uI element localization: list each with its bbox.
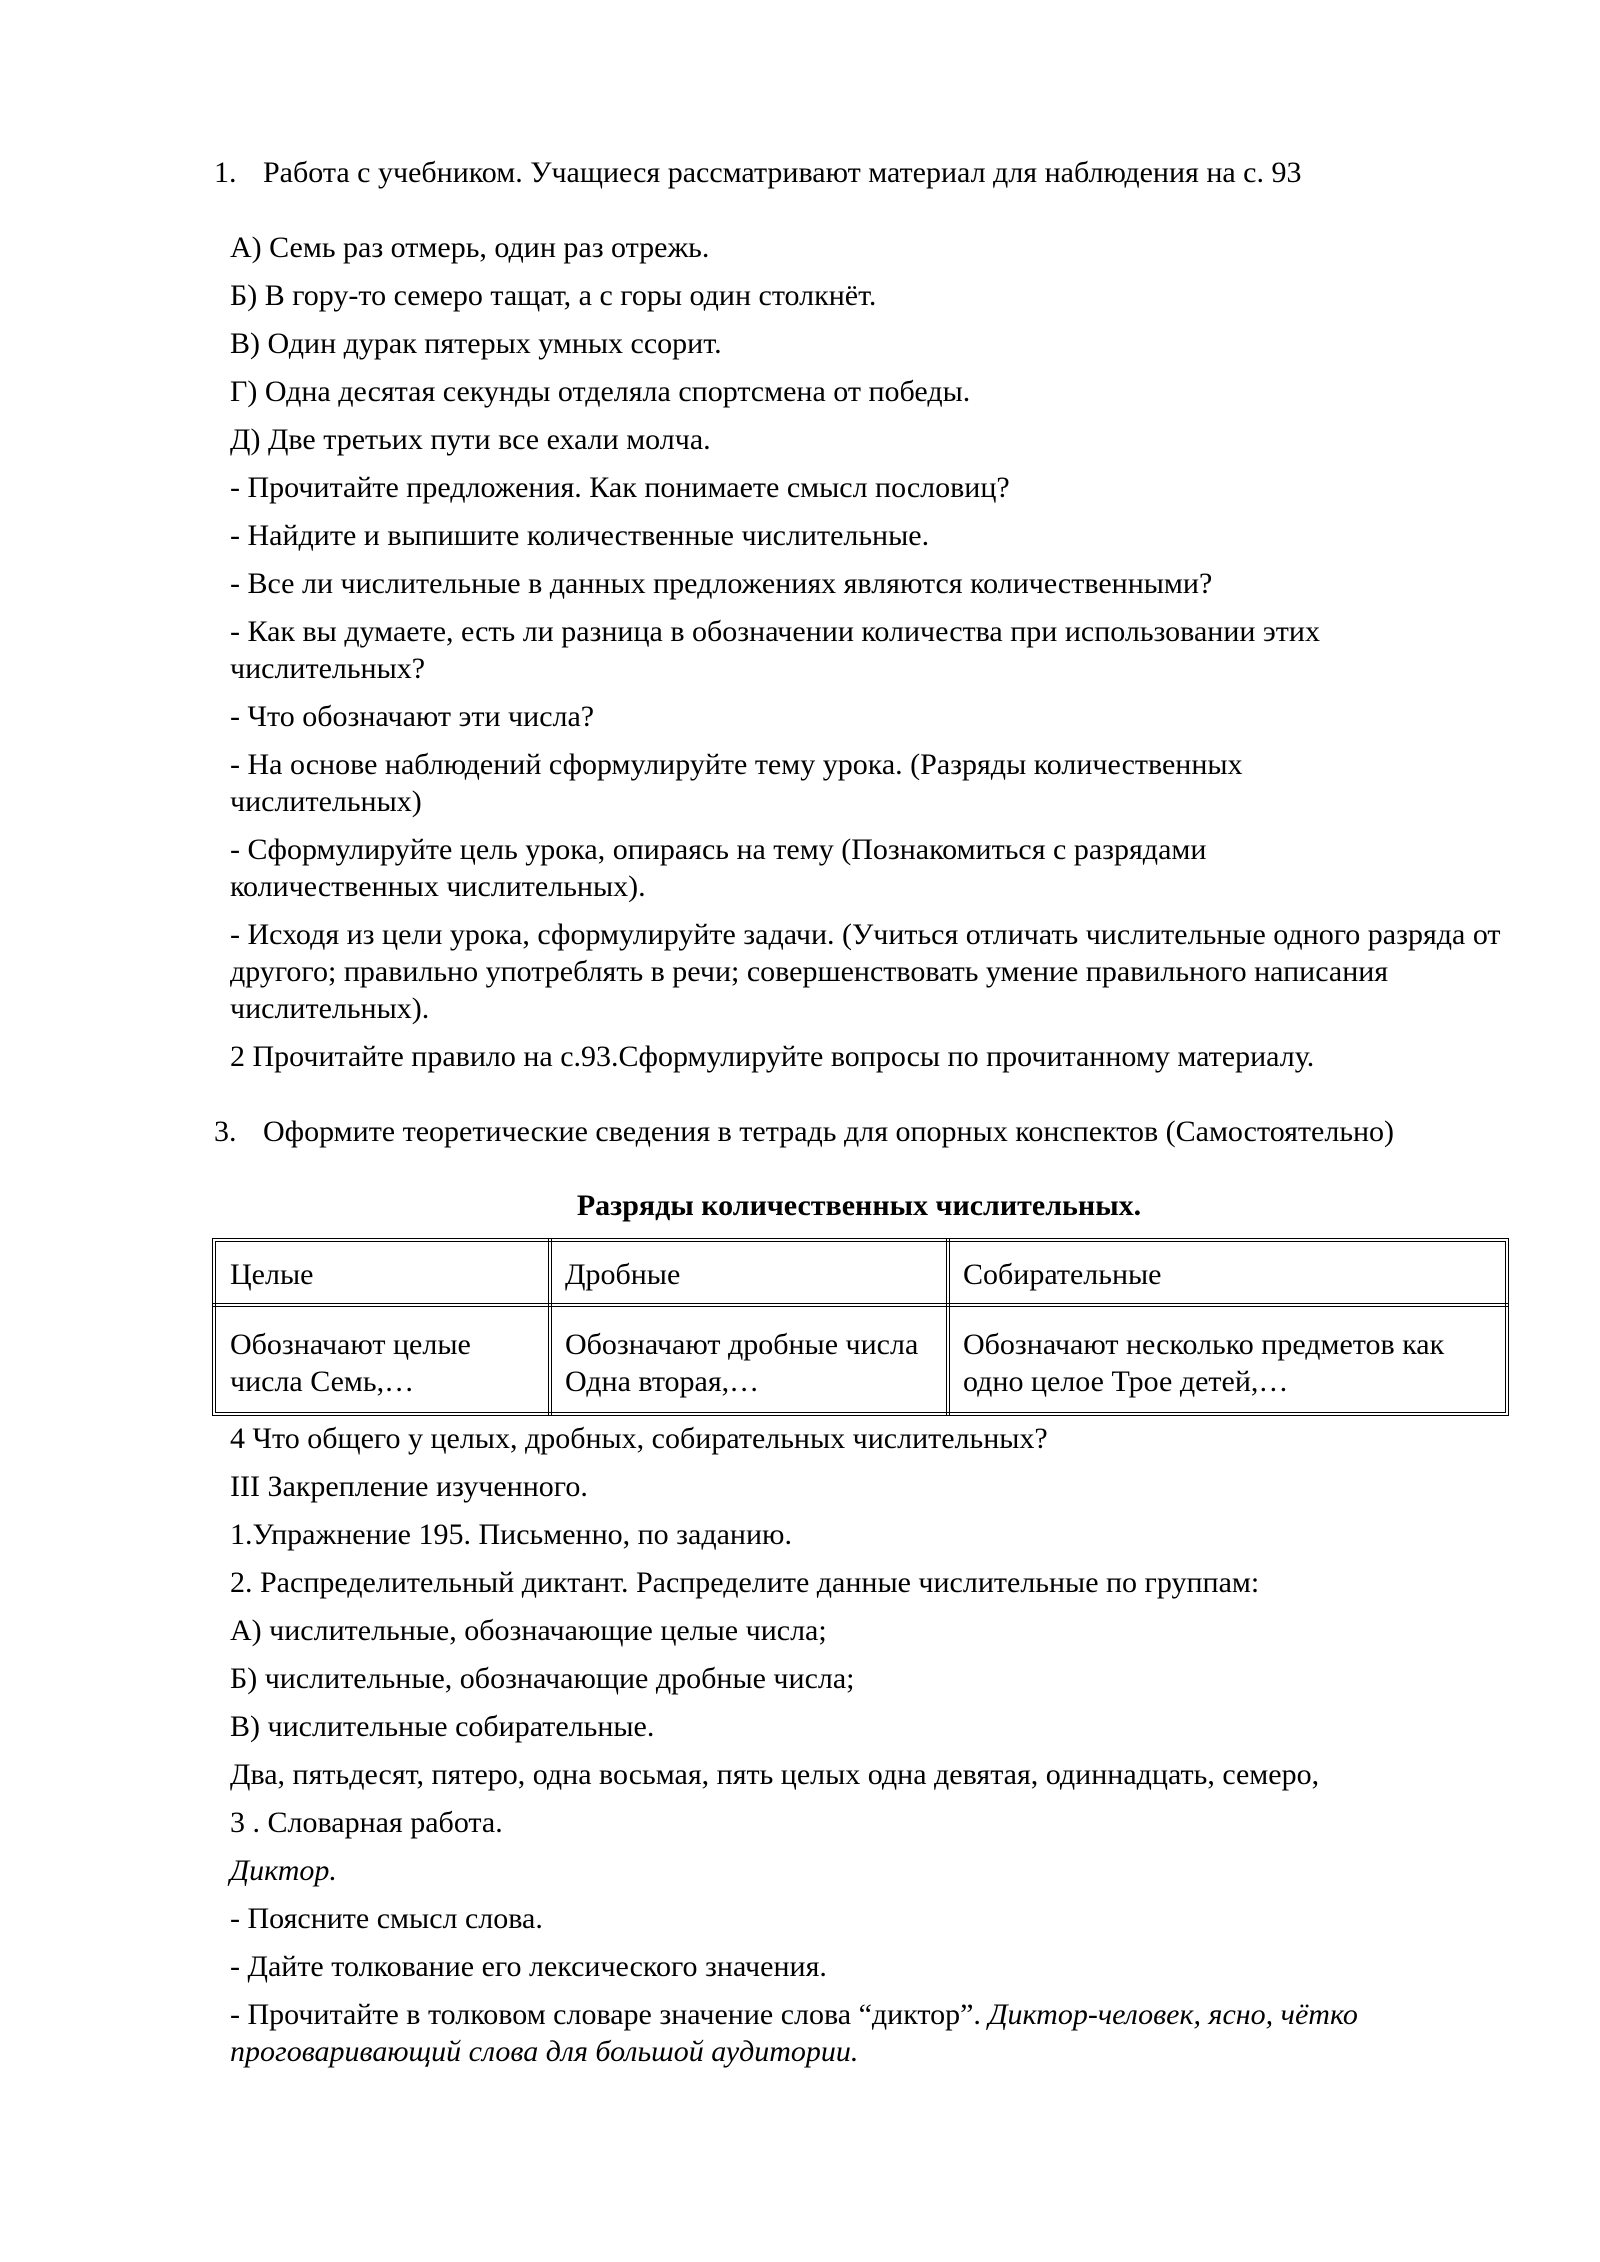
question-6: - На основе наблюдений сформулируйте тему урока. (Разряды количественных числительных) [230, 748, 1243, 818]
sentence-b: Б) В гору-то семеро тащат, а с горы один столкнёт. [230, 279, 877, 312]
dictation-group-a: А) числительные, обозначающие целые числа; [230, 1614, 827, 1647]
rule-instruction: 2 Прочитайте правило на с.93.Сформулируйте вопросы по прочитанному материалу. [230, 1040, 1315, 1073]
question-7: - Сформулируйте цель урока, опираясь на тему (Познакомиться с разрядами количественных числительных). [230, 833, 1207, 903]
section-3-title: Оформите теоретические сведения в тетрадь для опорных конспектов (Самостоятельно) [263, 1115, 1395, 1148]
word-question-2: - Дайте толкование его лексического значения. [230, 1950, 827, 1983]
section-1-title: Работа с учебником. Учащиеся рассматривают материал для наблюдения на с. 93 [263, 156, 1302, 189]
table-divider [212, 1303, 1509, 1307]
dictation-task: 2. Распределительный диктант. Распределите данные числительные по группам: [230, 1566, 1260, 1599]
table-cell-fractional: Обозначают дробные числа Одна вторая,… [565, 1328, 919, 1398]
table-divider [548, 1238, 552, 1416]
vocabulary-word: Диктор. [230, 1854, 337, 1887]
question-3: - Все ли числительные в данных предложениях являются количественными? [230, 567, 1213, 600]
dictation-group-v: В) числительные собирательные. [230, 1710, 655, 1743]
table-cell-collective: Обозначают несколько предметов как одно целое Трое детей,… [963, 1328, 1445, 1398]
question-1: - Прочитайте предложения. Как понимаете смысл пословиц? [230, 471, 1010, 504]
section-consolidation: III Закрепление изученного. [230, 1470, 588, 1503]
sentence-g: Г) Одна десятая секунды отделяла спортсмена от победы. [230, 375, 971, 408]
dictionary-definition-cont: проговаривающий слова для большой аудитории. [230, 2035, 859, 2068]
question-common: 4 Что общего у целых, дробных, собирательных числительных? [230, 1422, 1048, 1455]
section-1-number: 1. [214, 156, 237, 189]
question-2: - Найдите и выпишите количественные числительные. [230, 519, 930, 552]
question-8: - Исходя из цели урока, сформулируйте задачи. (Учиться отличать числительные одного разряда от другого; правильно употреблять в речи; совершенствовать умение правильного написания числительных). [230, 918, 1501, 1025]
dictation-group-b: Б) числительные, обозначающие дробные числа; [230, 1662, 855, 1695]
question-5: - Что обозначают эти числа? [230, 700, 595, 733]
dictation-words: Два, пятьдесят, пятеро, одна восьмая, пять целых одна девятая, одиннадцать, семеро, [230, 1758, 1320, 1791]
word-question-1: - Поясните смысл слова. [230, 1902, 543, 1935]
section-3-number: 3. [214, 1115, 237, 1148]
table-cell-whole: Обозначают целые числа Семь,… [230, 1328, 471, 1398]
table-heading: Разряды количественных числительных. [576, 1189, 1142, 1222]
sentence-a: А) Семь раз отмерь, один раз отрежь. [230, 231, 710, 264]
dictionary-definition: Диктор-человек, ясно, чётко [988, 1998, 1358, 2031]
table-header-fractional: Дробные [565, 1258, 681, 1291]
table-header-whole: Целые [230, 1258, 314, 1291]
exercise-195: 1.Упражнение 195. Письменно, по заданию. [230, 1518, 792, 1551]
dictionary-task [230, 1996, 1358, 2033]
vocabulary-work: 3 . Словарная работа. [230, 1806, 503, 1839]
table-divider [946, 1238, 950, 1416]
sentence-v: В) Один дурак пятерых умных ссорит. [230, 327, 722, 360]
dictionary-task-text: - Прочитайте в толковом словаре значение слова “диктор”. [230, 1998, 989, 2031]
sentence-d: Д) Две третьих пути все ехали молча. [230, 423, 711, 456]
table-header-collective: Собирательные [963, 1258, 1162, 1291]
question-4: - Как вы думаете, есть ли разница в обозначении количества при использовании этих числительных? [230, 615, 1320, 685]
